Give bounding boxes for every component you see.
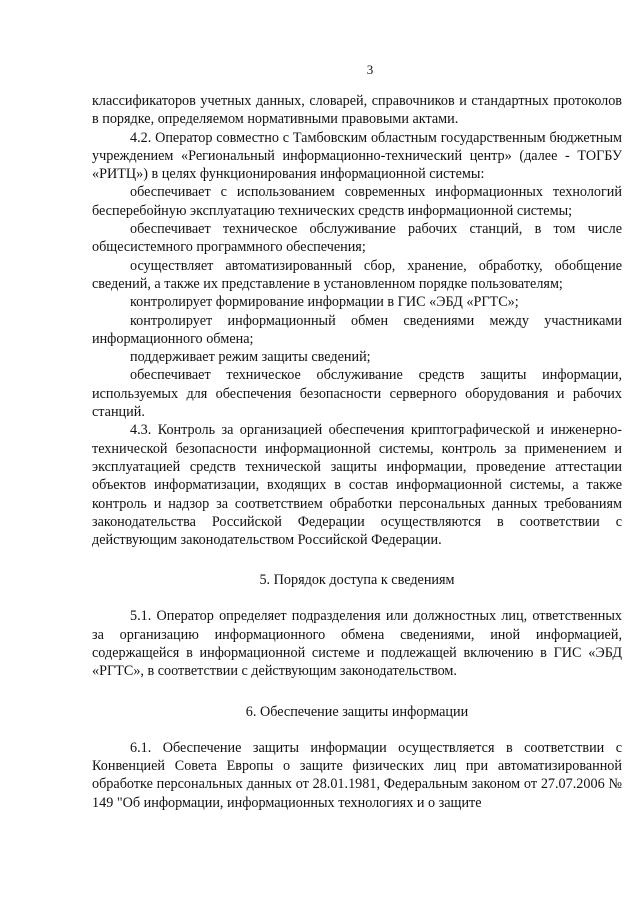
list-item-formation-control: контролирует формирование информации в ГИС «ЭБД «РГТС»; xyxy=(130,294,519,311)
paragraph-4-3: 4.3. Контроль за организацией обеспечения криптографической и инженерно-технической безопасности информационной системы, контроль за применением и эксплуатацией средств технической защиты информации, проведение аттестации объектов информатизации, входящих в состав информационной системы, а также контроль и надзор за соответствием обработки персональных данных требованиям законодательства Российской Федерации осуществляются в соответствии с действующим законодательством Российской Федерации. xyxy=(92,422,622,549)
list-item-protection-mode: поддерживает режим защиты сведений; xyxy=(130,349,371,366)
paragraph-6-1: 6.1. Обеспечение защиты информации осуществляется в соответствии с Конвенцией Совета Европы о защите физических лиц при автоматизированной обработке персональных данных от 28.01.1981, Федеральным законом от 27.07.2006 № 149 "Об информации, информационных технологиях и о защите xyxy=(92,739,622,811)
section-5-heading: 5. Порядок доступа к сведениям xyxy=(259,572,455,589)
list-item-technologies: обеспечивает с использованием современных информационных технологий бесперебойную эксплуатацию технических средств информационной системы; xyxy=(92,184,622,219)
list-item-protection-means: обеспечивает техническое обслуживание средств защиты информации, используемых для обеспечения безопасности серверного оборудования и рабочих станций. xyxy=(92,367,622,421)
document-page xyxy=(92,62,622,902)
list-item-exchange-control: контролирует информационный обмен сведениями между участниками информационного обмена; xyxy=(92,312,622,347)
list-item-data-collection: осуществляет автоматизированный сбор, хранение, обработку, обобщение сведений, а также их представление в установленном порядке пользователям; xyxy=(92,257,622,292)
section-6-heading: 6. Обеспечение защиты информации xyxy=(245,703,469,720)
paragraph-5-1: 5.1. Оператор определяет подразделения или должностных лиц, ответственных за организацию информационного обмена сведениями, иной информацией, содержащейся в информационной системе и подлежащей включению в ГИС «ЭБД «РГТС», в соответствии с действующим законодательством. xyxy=(92,608,622,680)
paragraph-4-2: 4.2. Оператор совместно с Тамбовским областным государственным бюджетным учреждением «Региональный информационно-технический центр» (далее - ТОГБУ «РИТЦ») в целях функционирования информационной системы: xyxy=(92,129,622,183)
list-item-workstations: обеспечивает техническое обслуживание рабочих станций, в том числе общесистемного программного обеспечения; xyxy=(92,221,622,256)
paragraph-classifiers: классификаторов учетных данных, словарей, справочников и стандартных протоколов в порядке, определяемом нормативными правовыми актами. xyxy=(92,93,622,128)
page-number: 3 xyxy=(366,62,374,77)
